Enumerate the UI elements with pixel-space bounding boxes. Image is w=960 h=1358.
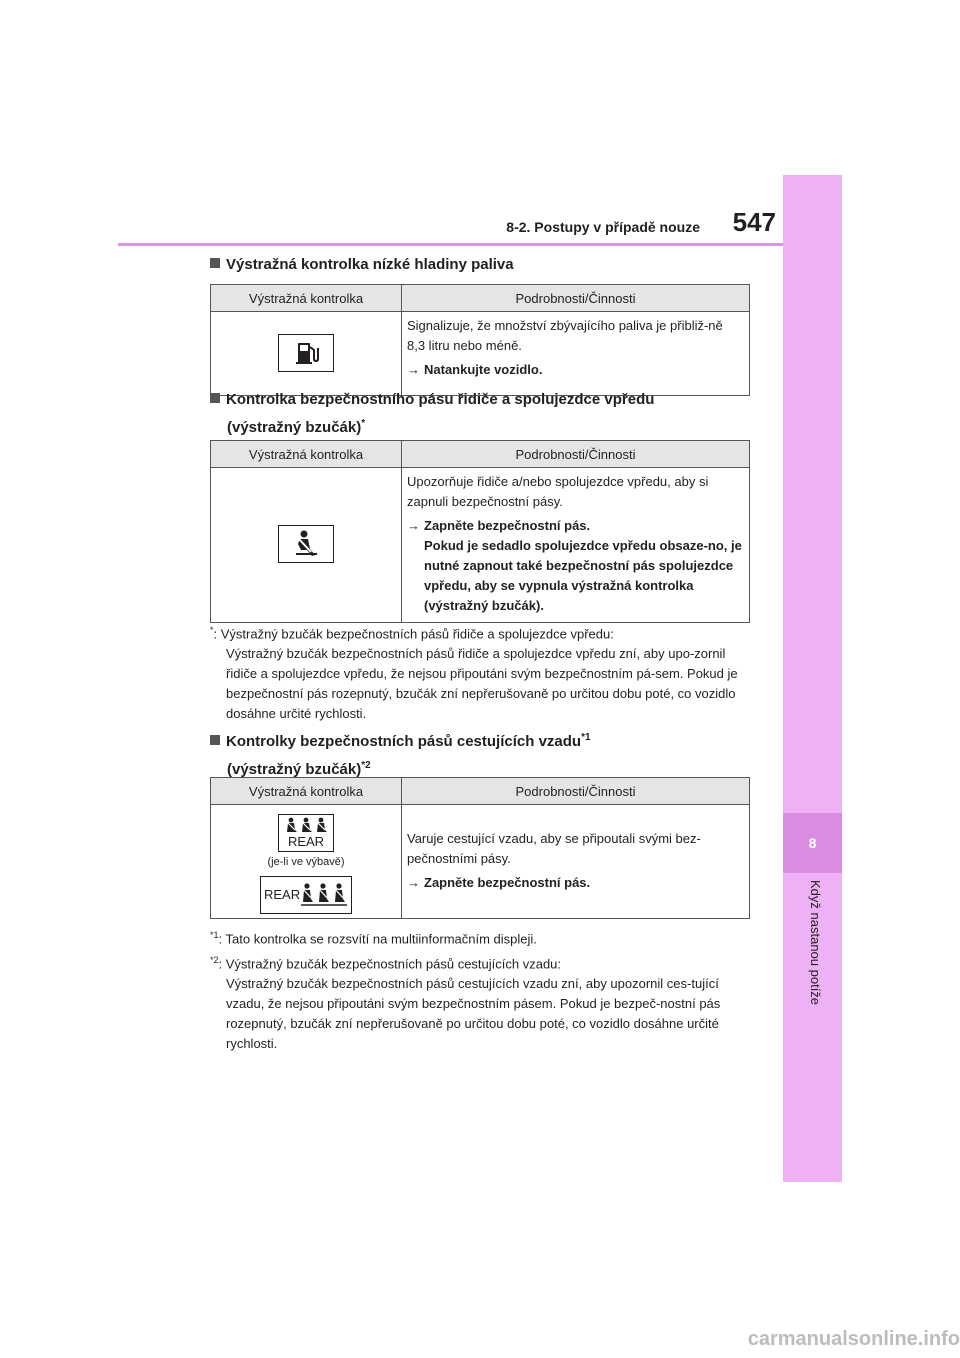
table-header-details: Podrobnosti/Činnosti xyxy=(402,778,750,805)
details-text: Signalizuje, že množství zbývajícího paliva je přibliž-ně 8,3 litru nebo méně. xyxy=(407,318,723,353)
table-header-details: Podrobnosti/Činnosti xyxy=(402,285,750,312)
footnote-one: $^{*1}$: Tato kontrolka se rozsvítí na multiinformačním displeji. xyxy=(210,930,537,947)
action-extra-text: Pokud je sedadlo spolujezdce vpředu obsaze-no, je nutné zapnout také bezpečnostní pás spolujezdce vpředu, aby se vypnula výstražná kontrolka (výstražný bzučák). xyxy=(424,538,742,613)
icon-cell xyxy=(211,468,402,623)
table-header-light: Výstražná kontrolka xyxy=(211,441,402,468)
action-text: → Natankujte vozidlo. xyxy=(407,362,543,377)
footnote-star: *: Výstražný bzučák bezpečnostních pásů řidiče a spolujezdce vpředu: Výstražný bzučák bezpečnostních pásů řidiče a spolujezdce vpředu zní, aby upo-zornil řidiče a spolujezdce vpředu, že nejsou připoutáni svým bezpečnostním pá-sem. Pokud je bezpečnostní pás rozepnutý, bzučák zní nepřerušovaně po určitou dobu poté, co vozidlo dosáhne určité rychlosti. xyxy=(210,625,738,722)
table-header-light: Výstražná kontrolka xyxy=(211,778,402,805)
details-cell xyxy=(402,312,750,396)
action-text: → Zapněte bezpečnostní pás. Pokud je sedadlo spolujezdce vpředu obsaze-no, je nutné zapnout také bezpečnostní pás spolujezdce vpředu, aby se vypnula výstražná kontrolka (výstražný bzučák). xyxy=(407,518,742,613)
rear-label: REAR xyxy=(264,887,301,902)
section-heading-fuel: Výstražná kontrolka nízké hladiny paliva xyxy=(210,253,514,277)
details-cell xyxy=(402,805,750,919)
section-heading-seatbelt-rear: Kontrolky bezpečnostních pásů cestujících vzadu$^{*1}$ (výstražný bzučák)$^{*2}$ xyxy=(210,726,591,782)
rear-label: REAR xyxy=(287,834,325,849)
bullet-square-icon xyxy=(210,393,220,403)
warning-table-seatbelt-rear xyxy=(210,777,750,919)
rear-seatbelt-wide-icon xyxy=(260,876,352,914)
watermark: carmanualsonline.info xyxy=(747,1328,960,1350)
fuel-pump-icon xyxy=(278,334,334,372)
details-cell xyxy=(402,468,750,623)
chapter-title: Když nastanou potíže xyxy=(808,880,823,1006)
table-header-details: Podrobnosti/Činnosti xyxy=(402,441,750,468)
icon-cell xyxy=(211,312,402,396)
warning-table-fuel xyxy=(210,284,750,396)
details-text: Upozorňuje řidiče a/nebo spolujezdce vpředu, aby si zapnuli bezpečnostní pásy. xyxy=(407,474,709,509)
chapter-number: 8 xyxy=(783,813,842,873)
optional-equipment-note: (je-li ve výbavě) xyxy=(267,856,345,868)
header-divider xyxy=(118,243,842,246)
action-text: → Zapněte bezpečnostní pás. xyxy=(407,874,591,890)
bullet-square-icon xyxy=(210,735,220,745)
icon-cell xyxy=(211,805,402,919)
section-heading-seatbelt-front: Kontrolka bezpečnostního pásu řidiče a spolujezdce vpředu (výstražný bzučák)* xyxy=(210,388,654,440)
footnote-two: $^{*2}$: Výstražný bzučák bezpečnostních pásů cestujících vzadu: Výstražný bzučák bezpečnostních pásů cestujících vzadu zní, aby upozornil ces-tující vzadu, že nejsou připoutáni svým bezpečnostním pásem. Pokud je bezpeč-nostní pás rozepnutý, bzučák zní nepřerušovaně po určitou dobu poté, co vozidlo dosáhne určité rychlosti. xyxy=(210,955,721,1052)
warning-table-seatbelt-front xyxy=(210,440,750,623)
seatbelt-person-icon xyxy=(278,525,334,563)
section-header: 8-2. Postupy v případě nouze xyxy=(506,219,700,235)
rear-seatbelt-icon xyxy=(278,814,334,852)
table-header-light: Výstražná kontrolka xyxy=(211,285,402,312)
details-text: Varuje cestující vzadu, aby se připoutali svými bez-pečnostními pásy. xyxy=(407,830,701,866)
page-number: 547 xyxy=(732,207,776,237)
bullet-square-icon xyxy=(210,258,220,268)
